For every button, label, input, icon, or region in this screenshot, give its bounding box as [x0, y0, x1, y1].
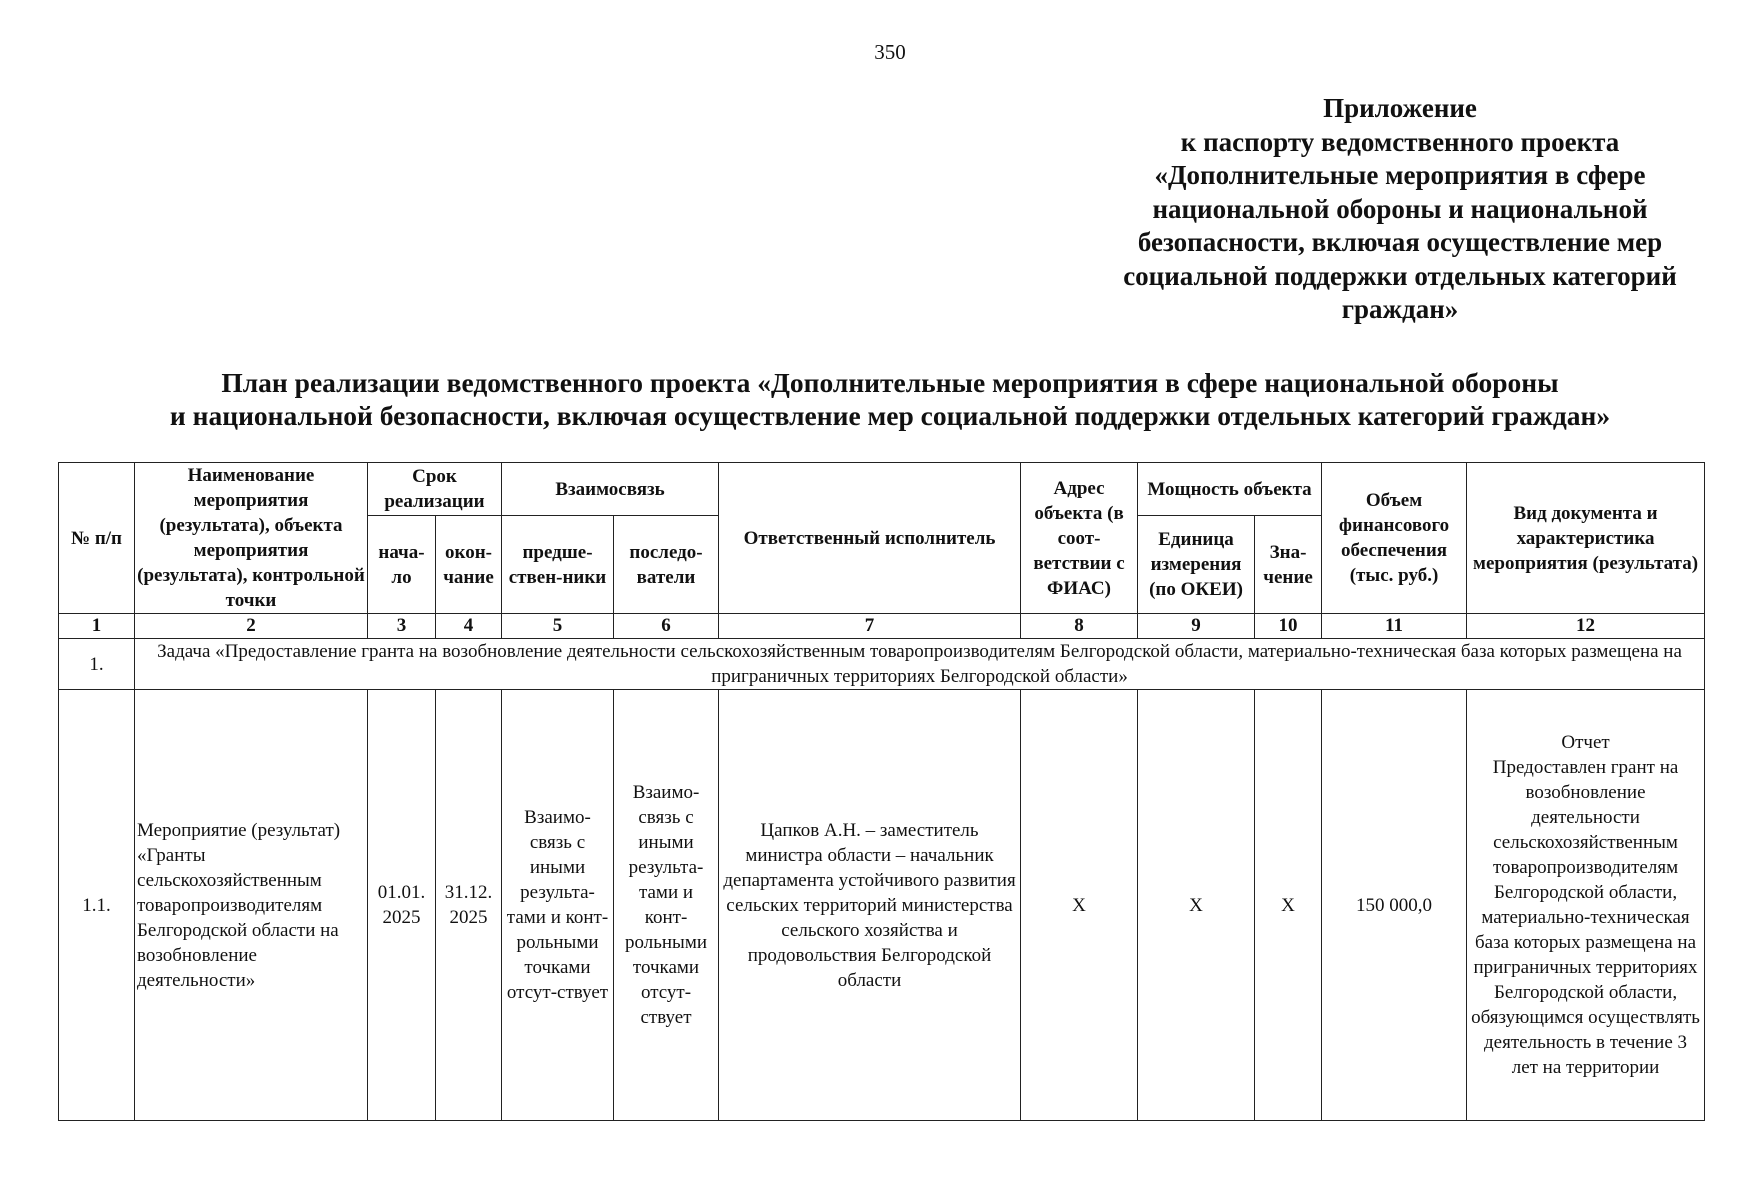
column-number: 4 [436, 614, 502, 639]
task-text: Задача «Предоставление гранта на возобновление деятельности сельскохозяйственным товаропроизводителям Белгородской области, материально-техническая база которых размещена на приграничных территориях Белгородской области» [135, 639, 1705, 690]
header-successors: последо-ватели [614, 516, 719, 614]
row-end: 31.12. 2025 [436, 690, 502, 1121]
task-row [59, 639, 1705, 690]
plan-title-line: и национальной безопасности, включая осуществление мер социальной поддержки отдельных категорий граждан» [169, 400, 1611, 431]
column-number: 1 [59, 614, 135, 639]
column-number: 7 [719, 614, 1021, 639]
plan-title-line: План реализации ведомственного проекта «Дополнительные мероприятия в сфере национальной обороны [221, 367, 1559, 398]
column-number: 12 [1467, 614, 1705, 639]
appendix-line: к паспорту ведомственного проекта [1180, 126, 1620, 157]
column-number: 10 [1255, 614, 1322, 639]
appendix-line: «Дополнительные мероприятия в сфере [1154, 160, 1646, 190]
appendix-line: национальной обороны и национальной [1152, 193, 1648, 224]
row-start: 01.01. 2025 [368, 690, 436, 1121]
header-term: Срок реализации [368, 463, 502, 516]
row-finance: 150 000,0 [1322, 690, 1467, 1121]
row-name: Мероприятие (результат) «Гранты сельскохозяйственным товаропроизводителям Белгородской области на возобновление деятельности» [135, 690, 368, 1121]
column-number: 11 [1322, 614, 1467, 639]
table-row [59, 690, 1705, 1121]
header-doc-type: Вид документа и характеристика мероприятия (результата) [1467, 463, 1705, 614]
header-address: Адрес объекта (в соот-ветствии с ФИАС) [1021, 463, 1138, 614]
header-num: № п/п [59, 463, 135, 614]
column-number: 3 [368, 614, 436, 639]
row-doc [1467, 690, 1705, 1121]
row-responsible: Цапков А.Н. – заместитель министра области – начальник департамента устойчивого развития сельских территорий министерства сельского хозяйства и продовольствия Белгородской области [719, 690, 1021, 1121]
header-term-end: окон-чание [436, 516, 502, 614]
header-finance: Объем финансового обеспечения (тыс. руб.) [1322, 463, 1467, 614]
row-value: X [1255, 690, 1322, 1121]
appendix-line: безопасности, включая осуществление мер [1137, 227, 1663, 257]
row-address: X [1021, 690, 1138, 1121]
header-relation: Взаимосвязь [502, 463, 719, 516]
appendix-block [1080, 92, 1720, 327]
page-number: 350 [874, 40, 906, 64]
task-num: 1. [59, 639, 135, 690]
column-number: 2 [135, 614, 368, 639]
row-doc-title: Отчет [1561, 732, 1610, 753]
header-term-start: нача-ло [368, 516, 436, 614]
column-number-row [59, 614, 1705, 639]
column-number: 9 [1138, 614, 1255, 639]
header-name: Наименование мероприятия (результата), объекта мероприятия (результата), контрольной точки [135, 463, 368, 614]
row-predecessors: Взаимо-связь с иными результа-тами и конт-рольными точками отсут-ствует [502, 690, 614, 1121]
row-successors: Взаимо-связь с иными результа-тами и конт-рольными точками отсут-ствует [614, 690, 719, 1121]
plan-table [58, 462, 1705, 1121]
row-doc-text: Предоставлен грант на возобновление деятельности сельскохозяйственным товаропроизводителям Белгородской области, материально-техническая база которых размещена на приграничных территориях Белгородской области, обязующимся осуществлять деятельность в течение 3 лет на территории [1471, 757, 1700, 1078]
column-number: 8 [1021, 614, 1138, 639]
appendix-line: социальной поддержки отдельных категорий [1123, 260, 1677, 291]
row-num: 1.1. [59, 690, 135, 1121]
header-responsible: Ответственный исполнитель [719, 463, 1021, 614]
column-number: 5 [502, 614, 614, 639]
header-capacity: Мощность объекта [1138, 463, 1322, 516]
appendix-line: граждан» [1341, 294, 1459, 324]
header-unit: Единица измерения (по ОКЕИ) [1138, 516, 1255, 614]
header-value: Зна-чение [1255, 516, 1322, 614]
row-unit: X [1138, 690, 1255, 1121]
header-predecessors: предше-ствен-ники [502, 516, 614, 614]
plan-title [0, 366, 1760, 432]
column-number: 6 [614, 614, 719, 639]
appendix-line: Приложение [1323, 93, 1477, 123]
